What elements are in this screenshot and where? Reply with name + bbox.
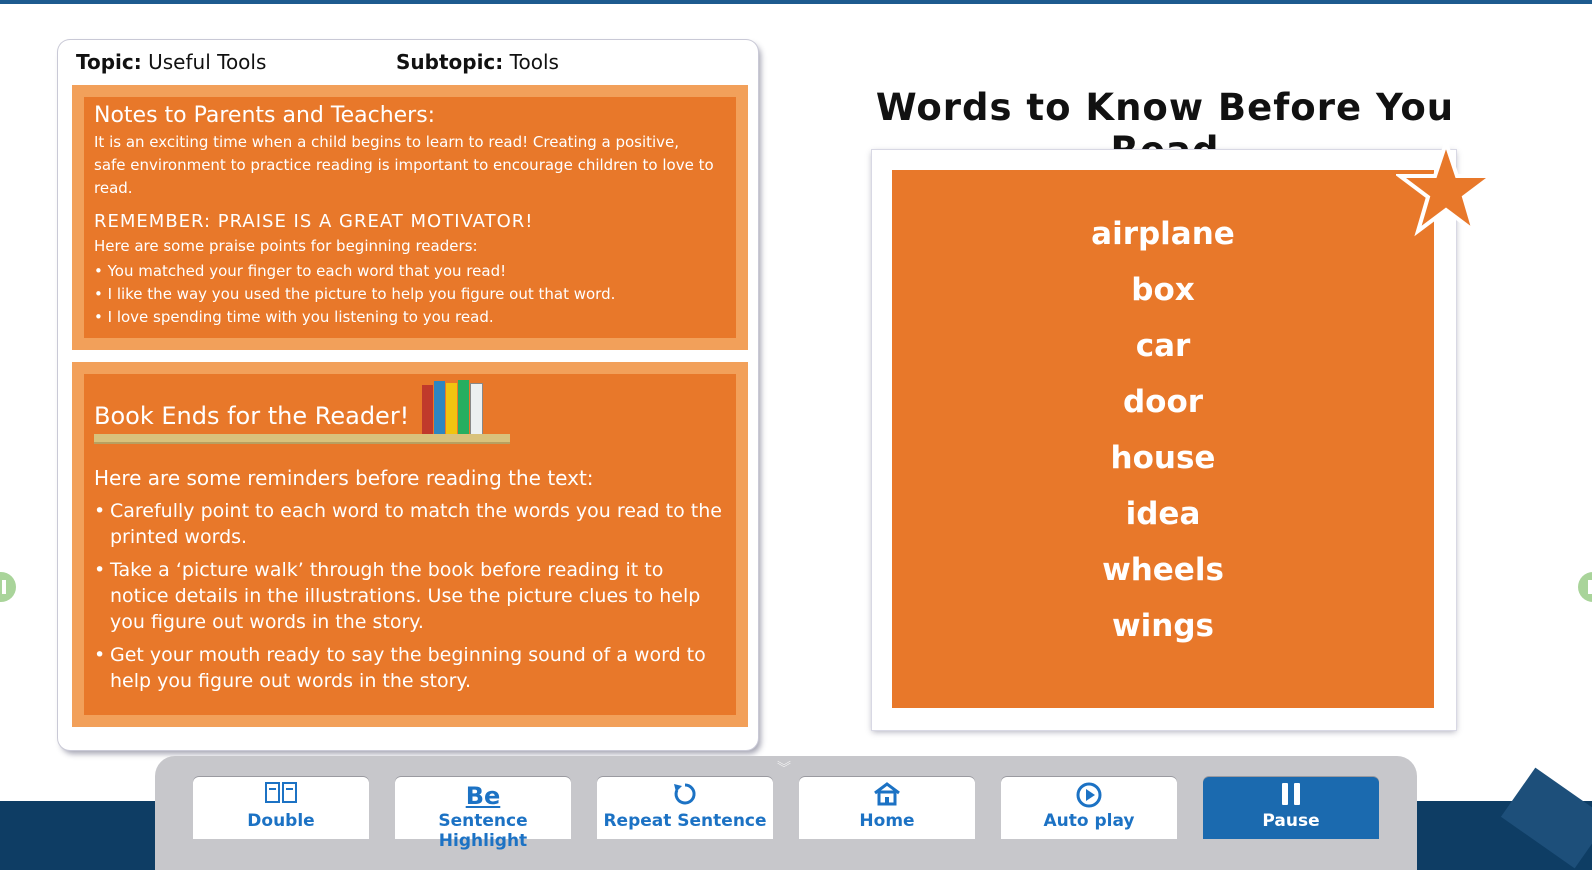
notes-remember: REMEMBER: PRAISE IS A GREAT MOTIVATOR!	[94, 211, 534, 232]
double-label: Double	[247, 811, 315, 831]
vocab-word[interactable]: door	[1122, 384, 1204, 420]
repeat-sentence-button[interactable]	[597, 777, 773, 839]
vocab-word[interactable]: wings	[1112, 608, 1214, 644]
bookends-panel	[72, 362, 748, 727]
vocab-word[interactable]: idea	[1125, 496, 1201, 532]
vocab-word[interactable]: car	[1135, 328, 1191, 364]
book-open-icon	[193, 781, 369, 811]
vocabulary-list	[892, 206, 1434, 654]
list-item: • I like the way you used the picture to help you figure out that word.	[94, 283, 615, 306]
home-icon	[799, 781, 975, 811]
pause-button[interactable]	[1203, 777, 1379, 839]
list-item: • Carefully point to each word to match the words you read to the printed words.	[94, 498, 724, 550]
pause-icon	[1203, 781, 1379, 811]
notes-title: Notes to Parents and Teachers:	[94, 103, 436, 128]
shelf-divider	[94, 434, 510, 444]
star-icon	[1396, 138, 1496, 238]
collapse-toolbar-icon[interactable]: ︾	[777, 761, 791, 777]
topic-label: Topic:	[76, 50, 142, 74]
list-item: • I love spending time with you listening to you read.	[94, 306, 615, 329]
reminders-intro: Here are some reminders before reading the text:	[94, 466, 594, 490]
list-item: • Get your mouth ready to say the beginning sound of a word to help you figure out words in the story.	[94, 642, 724, 694]
auto-play-label: Auto play	[1043, 811, 1135, 831]
praise-points-list	[94, 260, 615, 329]
top-border	[0, 0, 1592, 4]
repeat-sentence-label: Repeat Sentence	[603, 811, 767, 831]
repeat-icon	[597, 781, 773, 811]
subtopic-label: Subtopic:	[396, 50, 504, 74]
words-card	[872, 150, 1456, 730]
double-button[interactable]	[193, 777, 369, 839]
subtopic-value: Tools	[509, 50, 559, 74]
topic-row	[76, 50, 266, 74]
vocab-word[interactable]: wheels	[1102, 552, 1224, 588]
notes-intro: It is an exciting time when a child begins to learn to read! Creating a positive, safe environment to practice reading is important to encourage children to love to read.	[94, 133, 714, 197]
list-item: • You matched your finger to each word that you read!	[94, 260, 615, 283]
sentence-highlight-button[interactable]	[395, 777, 571, 851]
play-circle-icon	[1001, 781, 1177, 811]
pause-label: Pause	[1262, 811, 1320, 831]
previous-page-arrow-icon[interactable]	[0, 572, 16, 602]
vocab-word[interactable]: airplane	[1091, 216, 1235, 252]
words-title: Words to Know Before You	[875, 86, 1455, 129]
home-label: Home	[859, 811, 915, 831]
sentence-highlight-label: Sentence Highlight	[438, 811, 528, 851]
reminders-list	[94, 498, 724, 701]
auto-play-button[interactable]	[1001, 777, 1177, 839]
vocab-word[interactable]: house	[1110, 440, 1216, 476]
notes-panel	[72, 85, 748, 350]
home-button[interactable]	[799, 777, 975, 839]
sentence-highlight-icon: Be	[465, 782, 501, 810]
words-panel	[892, 170, 1434, 708]
books-icon	[422, 380, 484, 435]
list-item: • Take a ‘picture walk’ through the book before reading it to notice details in the illustrations. Use the picture clues to help you figure out words in the story.	[94, 557, 724, 635]
left-page	[58, 40, 758, 750]
next-page-arrow-icon[interactable]	[1578, 572, 1592, 602]
subtopic-row	[396, 50, 559, 74]
bookends-title: Book Ends for the Reader!	[94, 402, 410, 430]
toolbar	[155, 756, 1417, 870]
notes-praise-intro: Here are some praise points for beginning readers:	[94, 237, 478, 255]
topic-value: Useful Tools	[148, 50, 267, 74]
vocab-word[interactable]: box	[1131, 272, 1195, 308]
